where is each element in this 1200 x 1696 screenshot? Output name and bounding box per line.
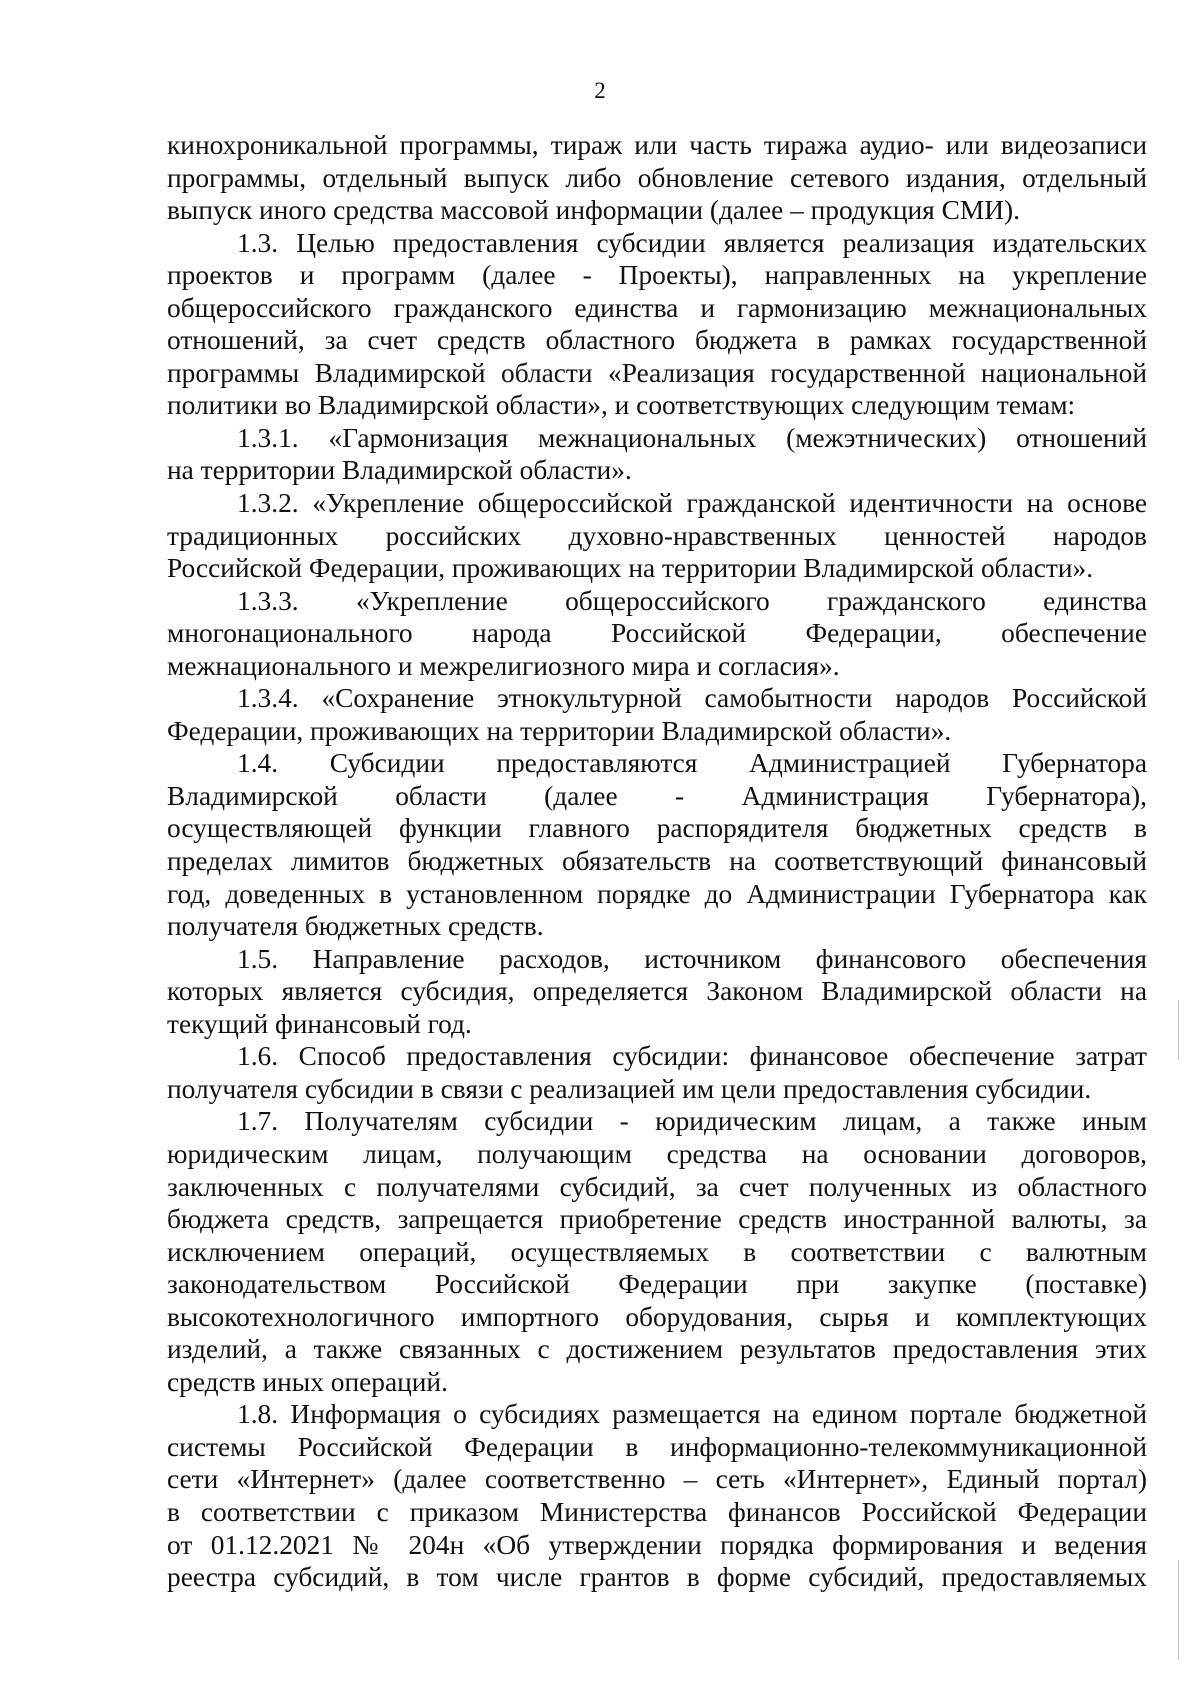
text-line: заключенных с получателями субсидий, за счет полученных из областного — [167, 1171, 1147, 1202]
text-line: кинохроникальной программы, тираж или часть тиража аудио- или видеозаписи — [167, 130, 1147, 160]
text-line: получателя субсидии в связи с реализацией им цели предоставления субсидии. — [167, 1073, 1092, 1104]
text-line: многонационального народа Российской Федерации, обеспечение — [167, 618, 1147, 649]
text-line: программы Владимирской области «Реализация государственной национальной — [167, 357, 1147, 388]
scan-edge-mark — [1178, 1560, 1179, 1660]
text-line: осуществляющей функции главного распорядителя бюджетных средств в — [167, 813, 1147, 844]
text-line: 1.7. Получателям субсидии - юридическим лицам, а также иным — [237, 1106, 1147, 1137]
text-line: межнационального и межрелигиозного мира и согласия». — [167, 650, 840, 681]
text-line: которых является субсидия, определяется Законом Владимирской области на — [167, 976, 1147, 1007]
text-line: реестра субсидий, в том числе грантов в форме субсидий, предоставляемых — [167, 1562, 1147, 1593]
document-body — [167, 129, 1147, 1594]
text-line: 1.3.2. «Укрепление общероссийской гражданской идентичности на основе — [237, 488, 1147, 519]
text-line: 1.3.4. «Сохранение этнокультурной самобытности народов Российской — [237, 683, 1147, 714]
text-line: сети «Интернет» (далее соответственно – сеть «Интернет», Единый портал) — [167, 1464, 1147, 1495]
text-line: на территории Владимирской области». — [167, 455, 632, 486]
text-line: программы, отдельный выпуск либо обновление сетевого издания, отдельный — [167, 162, 1147, 193]
text-line: традиционных российских духовно-нравственных ценностей народов — [167, 520, 1147, 551]
text-line: выпуск иного средства массовой информации (далее – продукция СМИ). — [167, 195, 1020, 226]
page-number: 2 — [594, 78, 606, 103]
text-line: высокотехнологичного импортного оборудования, сырья и комплектующих — [167, 1301, 1147, 1332]
text-line: 1.6. Способ предоставления субсидии: финансовое обеспечение затрат — [237, 1041, 1147, 1072]
text-line: средств иных операций. — [167, 1366, 448, 1397]
text-line: 1.3. Целью предоставления субсидии является реализация издательских — [237, 227, 1147, 258]
text-line: Российской Федерации, проживающих на территории Владимирской области». — [167, 553, 1094, 584]
text-line: 1.3.1. «Гармонизация межнациональных (межэтнических) отношений — [237, 422, 1147, 453]
text-line: общероссийского гражданского единства и гармонизацию межнациональных — [167, 292, 1147, 323]
text-line: получателя бюджетных средств. — [167, 911, 544, 942]
text-line: от 01.12.2021 № 204н «Об утверждении порядка формирования и ведения — [167, 1529, 1147, 1560]
text-line: 1.4. Субсидии предоставляются Администрацией Губернатора — [237, 748, 1147, 779]
text-line: год, доведенных в установленном порядке до Администрации Губернатора как — [167, 878, 1147, 909]
text-line: Владимирской области (далее - Администрация Губернатора), — [167, 780, 1147, 811]
text-line: текущий финансовый год. — [167, 1008, 472, 1039]
text-line: системы Российской Федерации в информационно-телекоммуникационной — [167, 1431, 1147, 1462]
text-line: юридическим лицам, получающим средства на основании договоров, — [167, 1138, 1147, 1169]
text-line: законодательством Российской Федерации при закупке (поставке) — [167, 1269, 1147, 1300]
text-line: 1.5. Направление расходов, источником финансового обеспечения — [237, 943, 1147, 974]
text-line: 1.3.3. «Укрепление общероссийского гражданского единства — [237, 585, 1147, 616]
scan-edge-mark — [1178, 1000, 1179, 1060]
text-line: проектов и программ (далее - Проекты), направленных на укрепление — [167, 260, 1147, 291]
text-line: пределах лимитов бюджетных обязательств на соответствующий финансовый — [167, 846, 1147, 877]
text-line: Федерации, проживающих на территории Владимирской области». — [167, 715, 952, 746]
text-line: политики во Владимирской области», и соответствующих следующим темам: — [167, 390, 1076, 421]
text-line: исключением операций, осуществляемых в соответствии с валютным — [167, 1236, 1147, 1267]
text-line: в соответствии с приказом Министерства финансов Российской Федерации — [167, 1496, 1147, 1527]
text-line: 1.8. Информация о субсидиях размещается на едином портале бюджетной — [237, 1399, 1147, 1430]
text-line: изделий, а также связанных с достижением результатов предоставления этих — [167, 1334, 1147, 1365]
text-line: бюджета средств, запрещается приобретение средств иностранной валюты, за — [167, 1204, 1147, 1235]
text-line: отношений, за счет средств областного бюджета в рамках государственной — [167, 325, 1147, 356]
